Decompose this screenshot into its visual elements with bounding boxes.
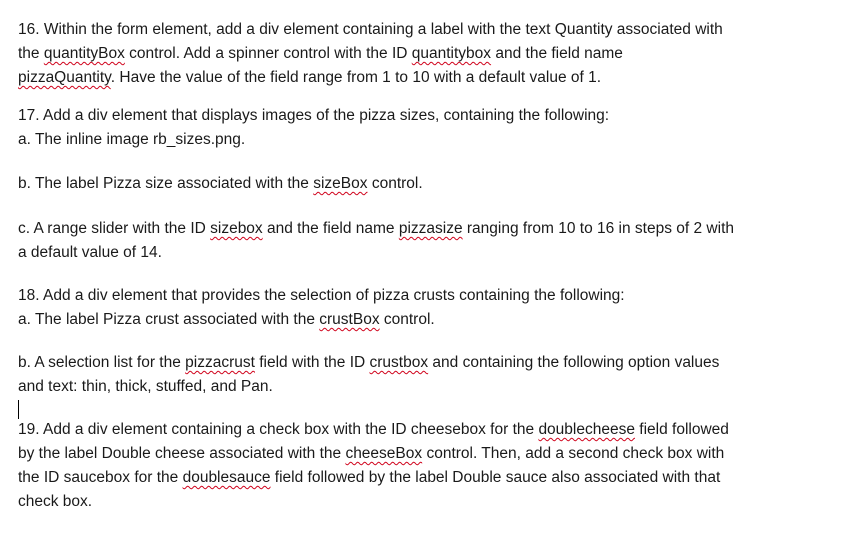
step-16-paragraph: [18, 18, 818, 90]
text-run: and containing the following option values: [428, 354, 720, 371]
spellcheck-word[interactable]: pizzacrust: [185, 354, 255, 371]
text-run: field followed: [634, 421, 729, 438]
spellcheck-word[interactable]: doublecheese: [538, 421, 635, 438]
step-17-item-c-line-1: [18, 217, 818, 241]
spellcheck-word[interactable]: crustBox: [319, 311, 380, 328]
step-16-line-1: 16. Within the form element, add a div element containing a label with the text Quantity associated with: [18, 21, 723, 38]
spellcheck-word[interactable]: cheeseBox: [345, 445, 423, 462]
step-18-item-a: [18, 308, 818, 332]
step-17-paragraph: [18, 104, 818, 152]
text-run: b. A selection list for the: [18, 354, 186, 371]
spellcheck-word[interactable]: sizebox: [210, 220, 263, 237]
text-run: field with the ID: [254, 354, 370, 371]
step-17-item-b: [18, 172, 818, 196]
step-18-line-1: 18. Add a div element that provides the selection of pizza crusts containing the following:: [18, 287, 625, 304]
spellcheck-word[interactable]: pizzaQuantity: [18, 69, 111, 86]
spellcheck-word[interactable]: pizzasize: [398, 220, 463, 237]
text-run: control. Then, add a second check box with: [422, 445, 725, 462]
spellcheck-word[interactable]: crustbox: [369, 354, 429, 371]
text-run: ranging from 10 to 16 in steps of 2 with: [462, 220, 734, 237]
step-17-item-c: [18, 217, 818, 265]
spellcheck-word[interactable]: quantitybox: [411, 45, 492, 62]
step-16-line-3: [18, 66, 818, 90]
spellcheck-word[interactable]: doublesauce: [182, 469, 271, 486]
step-19-line-1: [18, 418, 818, 442]
step-17-item-c-line-2: a default value of 14.: [18, 244, 162, 261]
step-19-line-4: check box.: [18, 493, 93, 510]
text-cursor: [18, 400, 19, 419]
step-17-item-a: a. The inline image rb_sizes.png.: [18, 131, 246, 148]
step-18-item-b-line-2: and text: thin, thick, stuffed, and Pan.: [18, 378, 273, 395]
step-17-item-b-line: [18, 172, 818, 196]
spellcheck-word[interactable]: quantityBox: [43, 45, 125, 62]
text-run: and the field name: [262, 220, 399, 237]
text-run: the ID saucebox for the: [18, 469, 183, 486]
step-19-line-2: [18, 442, 818, 466]
text-run: . Have the value of the field range from 1 to 10 with a default value of 1.: [110, 69, 602, 86]
text-run: the: [18, 45, 44, 62]
text-run: a. The label Pizza crust associated with the: [18, 311, 320, 328]
text-run: by the label Double cheese associated with the: [18, 445, 346, 462]
text-run: field followed by the label Double sauce also associated with that: [270, 469, 721, 486]
text-run: control. Add a spinner control with the ID: [124, 45, 412, 62]
text-run: control.: [379, 311, 435, 328]
text-run: c. A range slider with the ID: [18, 220, 211, 237]
step-17-line-1: 17. Add a div element that displays images of the pizza sizes, containing the following:: [18, 107, 610, 124]
step-19-paragraph: [18, 418, 818, 514]
step-18-item-b-line-1: [18, 351, 818, 375]
text-run: control.: [367, 175, 423, 192]
text-run: b. The label Pizza size associated with the: [18, 175, 314, 192]
step-19-line-3: [18, 466, 818, 490]
step-18-paragraph: [18, 284, 818, 332]
step-16-line-2: [18, 42, 818, 66]
text-run: 19. Add a div element containing a check box with the ID cheesebox for the: [18, 421, 539, 438]
step-18-item-b: [18, 351, 818, 399]
text-run: and the field name: [491, 45, 623, 62]
spellcheck-word[interactable]: sizeBox: [313, 175, 368, 192]
